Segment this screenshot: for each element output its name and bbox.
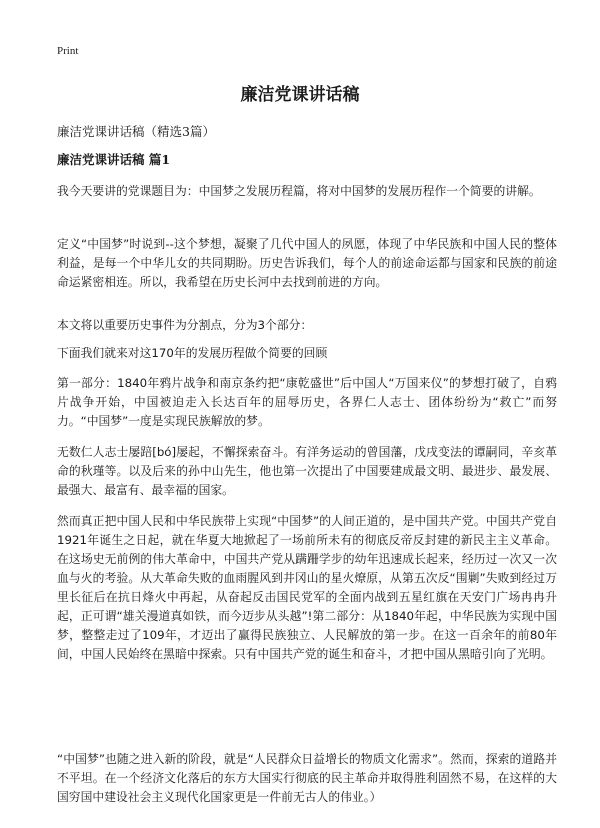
paragraph: “中国梦”也随之进入新的阶段，就是“人民群众日益增长的物质文化需求”。然而，探索的道路并不平坦。在一个经济文化落后的东方大国实行彻底的民主革命并取得胜利固然不易，在这样的大国穷国中建设社会主义现代化国家更是一件前无古人的伟业。） [57,752,557,804]
paragraph: 然而真正把中国人民和中华民族带上实现“中国梦”的人间正道的，是中国共产党。中国共产党自1921年诞生之日起，就在华夏大地掀起了一场前所未有的彻底反帝反封建的新民主主义革命。在这场史无前例的伟大革命中，中国共产党从蹒跚学步的幼年迅速成长起来，经历过一次又一次血与火的考验。从大革命失败的血雨腥风到井冈山的星火燎原，从第五次反“围剿”失败到经过万里长征后在抗日烽火中再起，从奋起反击国民党军的全面内战到五星红旗在天安门广场冉冉升起，正可谓“雄关漫道真如铁，而今迈步从头越”!第二部分：从1840年起，中华民族为实现中国梦，整整走过了109年，才迈出了赢得民族独立、人民解放的第一步。在这一百余年的前80年间，中国人民始终在黑暗中探索。只有中国共产党的诞生和奋斗，才把中国从黑暗引向了光明。 [57,514,557,661]
page-title: 廉洁党课讲话稿 [240,85,360,105]
paragraph: 下面我们就来对这170年的发展历程做个简要的回顾 [57,346,328,360]
print-link[interactable]: Print [57,45,79,57]
paragraph: 第一部分：1840年鸦片战争和南京条约把“康乾盛世”后中国人“万国来仪”的梦想打破了，自鸦片战争开始，中国被迫走入长达百年的屈辱历史，各界仁人志士、团体纷纷为“救亡”而努力。“中国梦”一度是实现民族解放的梦。 [57,376,557,428]
paragraph: 本文将以重要历史事件为分割点，分为3个部分： [57,318,313,332]
paragraph: 无数仁人志士屡踣[bó]屡起，不懈探索奋斗。有洋务运动的曾国藩，戊戌变法的谭嗣同，辛亥革命的秋瑾等。以及后来的孙中山先生，他也第一次提出了中国要建成最文明、最进步、最发展、最强大、最富有、最幸福的国家。 [57,445,557,497]
paragraph: 我今天要讲的党课题目为：中国梦之发展历程篇，将对中国梦的发展历程作一个简要的讲解。 [57,184,541,198]
paragraph: 定义“中国梦”时说到--这个梦想，凝聚了几代中国人的夙愿，体现了中华民族和中国人民的整体利益，是每一个中华儿女的共同期盼。历史告诉我们，每个人的前途命运都与国家和民族的前途命运紧密相连。所以，我希望在历史长河中去找到前进的方向。 [57,237,557,289]
document-subtitle: 廉洁党课讲话稿（精选3篇） [57,124,215,139]
section-heading: 廉洁党课讲话稿 篇1 [57,152,171,167]
